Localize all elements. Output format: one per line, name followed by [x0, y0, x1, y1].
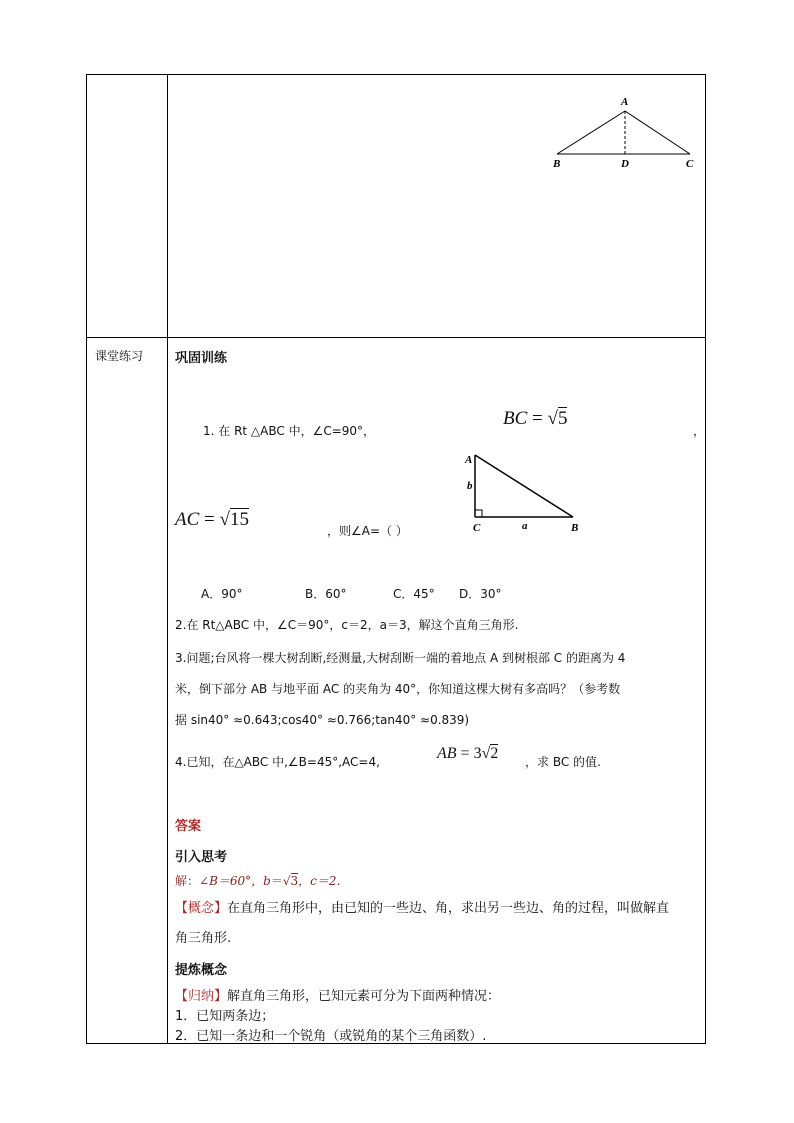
q1-prefix: 1. 在 Rt △ABC 中，∠C=90°， [203, 424, 376, 438]
formula-ab-radicand: 2 [490, 745, 499, 762]
q3-line2: 米，倒下部分 AB 与地平面 AC 的夹角为 40°，你知道这棵大树有多高吗？（参考数 [175, 682, 621, 696]
summary-line [175, 985, 500, 1004]
vertex-c-label: C [686, 158, 694, 170]
vertex-a-label: A [621, 96, 629, 108]
solution-line [175, 872, 349, 889]
q1-ask: ，则∠A=（ ） [327, 524, 408, 538]
answers-heading: 答案 [175, 819, 202, 834]
vertex-d-label: D [621, 158, 629, 170]
q3-line1: 3.问题;台风将一棵大树刮断,经测量,大树刮断一端的着地点 A 到树根部 C 的距离为 4 [175, 651, 626, 665]
option-c: C．45° [393, 587, 435, 601]
solution-b-eq: ＝ [270, 874, 283, 888]
side-ab [475, 455, 573, 517]
solution-prefix: 解： [175, 874, 200, 888]
sqrt-sign: √ [481, 745, 491, 762]
formula-ac-eq: = [199, 509, 220, 530]
side-b-label: b [467, 480, 473, 492]
q3-line3: 据 sin40° ≈0.643;cos40° ≈0.766;tan40° ≈0.839) [175, 713, 470, 727]
sqrt-sign: √ [547, 408, 558, 429]
right-triangle-figure [459, 449, 589, 535]
formula-bc-eq: = [527, 408, 548, 429]
formula-ab-eq: = 3 [456, 745, 482, 762]
concept-tag: 【概念】 [175, 901, 228, 916]
formula-ac [175, 509, 249, 531]
section-title: 巩固训练 [175, 351, 228, 366]
solution-angle: ∠B＝60°， [199, 874, 264, 888]
vertex-a-label: A [465, 454, 473, 466]
formula-ac-lhs: AC [175, 509, 200, 530]
side-a-label: a [522, 520, 528, 532]
row-divider [87, 337, 705, 338]
q1-comma: ， [693, 424, 706, 438]
sqrt-sign: √ [219, 509, 230, 530]
q4-prefix: 4.已知，在△ABC 中,∠B=45°,AC=4, [175, 755, 380, 769]
column-divider [167, 75, 168, 1043]
sqrt-sign: √ [282, 874, 291, 888]
solution-b-radicand: 3 [290, 874, 299, 888]
option-a: A．90° [201, 587, 243, 601]
right-angle-mark [475, 510, 482, 517]
concept-text: 在直角三角形中，由已知的一些边、角，求出另一些边、角的过程，叫做解直 [227, 901, 670, 916]
solution-c-part: ，c＝2． [298, 874, 349, 888]
lesson-table [86, 74, 706, 1044]
formula-ac-radicand: 15 [229, 509, 249, 530]
option-d: D．30° [459, 587, 502, 601]
q2-text: 2.在 Rt△ABC 中，∠C＝90°，c＝2，a＝3，解这个直角三角形. [175, 618, 519, 632]
formula-ab-lhs: AB [437, 745, 457, 762]
refine-heading: 提炼概念 [175, 963, 228, 978]
summary-text: 解直角三角形，已知元素可分为下面两种情况： [227, 989, 501, 1004]
row-label: 课堂练习 [95, 349, 144, 363]
intro-heading: 引入思考 [175, 850, 228, 865]
vertex-b-label: B [571, 522, 579, 534]
summary-item-2: 2．已知一条边和一个锐角（或锐角的某个三角函数）. [175, 1029, 487, 1044]
summary-tag: 【归纳】 [175, 989, 228, 1004]
formula-ab [437, 743, 498, 763]
solution-b-var: b [263, 874, 271, 888]
side-ab [557, 111, 625, 154]
option-b: B．60° [305, 587, 347, 601]
summary-item-1: 1．已知两条边； [175, 1009, 275, 1024]
formula-bc [503, 408, 567, 430]
side-ac [625, 111, 690, 154]
vertex-c-label: C [473, 522, 481, 534]
q4-suffix: ，求 BC 的值. [525, 755, 601, 769]
concept-line1 [175, 897, 669, 916]
formula-bc-lhs: BC [503, 408, 528, 429]
triangle-altitude-figure [547, 89, 707, 175]
vertex-b-label: B [553, 158, 561, 170]
concept-line2: 角三角形. [175, 931, 232, 946]
formula-bc-radicand: 5 [557, 408, 568, 429]
